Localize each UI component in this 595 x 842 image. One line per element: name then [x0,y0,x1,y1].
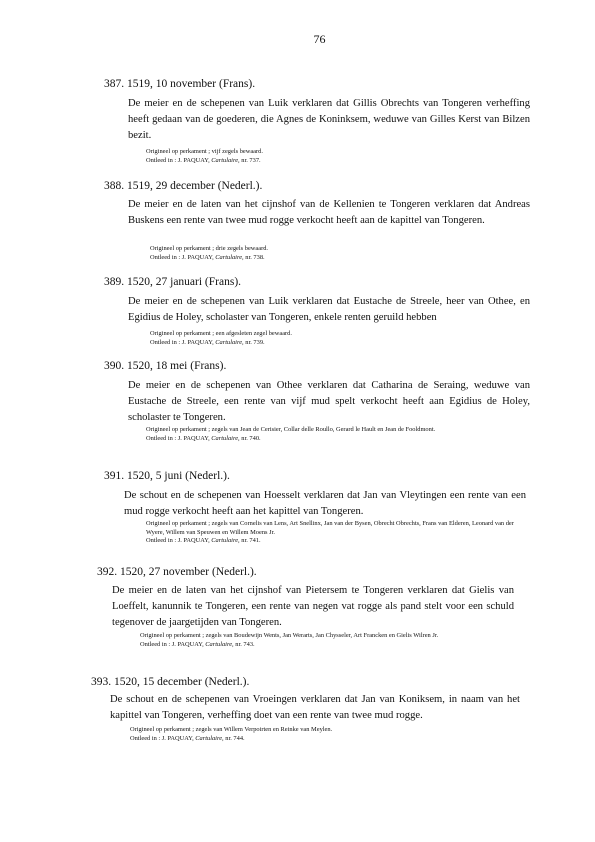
entry-heading: 392. 1520, 27 november (Nederl.). [97,566,257,578]
edition-note: Ontleed in : J. PAQUAY, Cartulaire, nr. 740. [146,434,261,442]
entry-heading: 391. 1520, 5 juni (Nederl.). [104,470,230,482]
source-note: Origineel op perkament ; drie zegels bewaard. [150,245,268,252]
source-note: Origineel op perkament ; zegels van Boudewijn Wents, Jan Werarts, Jan Chysseler, Art Francken en Gielis Wilren Jr. [140,632,439,639]
entry-notes [146,148,526,165]
edition-note: Ontleed in : J. PAQUAY, Cartulaire, nr. 744. [130,734,245,742]
entry-text: De schout en de schepenen van Vroeingen verklaren dat Jan van Koniksem, in naam van het kapittel van Tongeren, verheffing doet van een rente van twee mud rogge. [110,694,520,721]
entry-heading: 388. 1519, 29 december (Nederl.). [104,180,263,192]
edition-note: Ontleed in : J. PAQUAY, Cartulaire, nr. 741. [146,537,261,545]
edition-note: Ontleed in : J. PAQUAY, Cartulaire, nr. 739. [150,338,265,346]
entry-heading: 390. 1520, 18 mei (Frans). [104,360,227,372]
entry-heading: 389. 1520, 27 januari (Frans). [104,276,242,288]
entry-heading: 393. 1520, 15 december (Nederl.). [91,676,250,688]
entry-notes [150,330,530,347]
source-note: Origineel op perkament ; zegels van Jean de Cerisier, Collar delle Roullo, Gerard le Hault en Jean de Fooldmont. [146,426,436,433]
source-note: Origineel op perkament ; vijf zegels bewaard. [146,148,263,155]
entry-text: De meier en de schepenen van Luik verklaren dat Gillis Obrechts van Tongeren verheffing heeft gedaan van de goederen, die Agnes de Koninksem, weduwe van Gilles Kerst van Bilzen bezit. [128,98,530,141]
entry-notes [146,520,526,546]
entry-text: De schout en de schepenen van Hoesselt verklaren dat Jan van Vleytingen een rente van een mud rogge verkocht heeft aan het kapittel van Tongeren. [124,490,526,517]
edition-note: Ontleed in : J. PAQUAY, Cartulaire, nr. 743. [140,640,255,648]
entry-text: De meier en de laten van het cijnshof van Pietersem te Tongeren verklaren dat Gielis van Loeffelt, kanunnik te Tongeren, een rente van negen vat rogge als pand stelt voor een schuld tegenover de jaargetijden van Tongeren. [112,585,514,628]
entry-notes [146,426,526,443]
entry-notes [130,726,510,743]
entry-text: De meier en de laten van het cijnshof van de Kellenien te Tongeren verklaren dat Andreas Buskens een rente van twee mud rogge verkocht heeft aan de kapittel van Tongeren. [128,199,530,226]
entry-heading: 387. 1519, 10 november (Frans). [104,78,256,90]
source-note: Origineel op perkament ; zegels van Cornelis van Lens, Art Snellinx, Jan van der Bysen, Obrecht Obrechts, Frans van Elderen, Leonard van der Wyere, Willem van Speuwen en Willem Moens Jr. [146,520,514,536]
source-note: Origineel op perkament ; zegels van Willem Verpoirten en Reinke van Meylen. [130,726,333,733]
page-number: 76 [313,32,326,46]
entry-notes [150,245,530,262]
source-note: Origineel op perkament ; een afgesleten zegel bewaard. [150,330,292,337]
edition-note: Ontleed in : J. PAQUAY, Cartulaire, nr. 737. [146,156,261,164]
entry-text: De meier en de schepenen van Othee verklaren dat Catharina de Seraing, weduwe van Eustache de Streele, een rente van vijf mud spelt verkocht heeft aan Egidius de Holey, scholaster te Tongeren. [128,380,530,423]
entry-notes [140,632,520,649]
entry-text: De meier en de schepenen van Luik verklaren dat Eustache de Streele, heer van Othee, en Egidius de Holey, scholaster van Tongeren, enkele renten geruild hebben [128,296,530,323]
edition-note: Ontleed in : J. PAQUAY, Cartulaire, nr. 738. [150,253,265,261]
